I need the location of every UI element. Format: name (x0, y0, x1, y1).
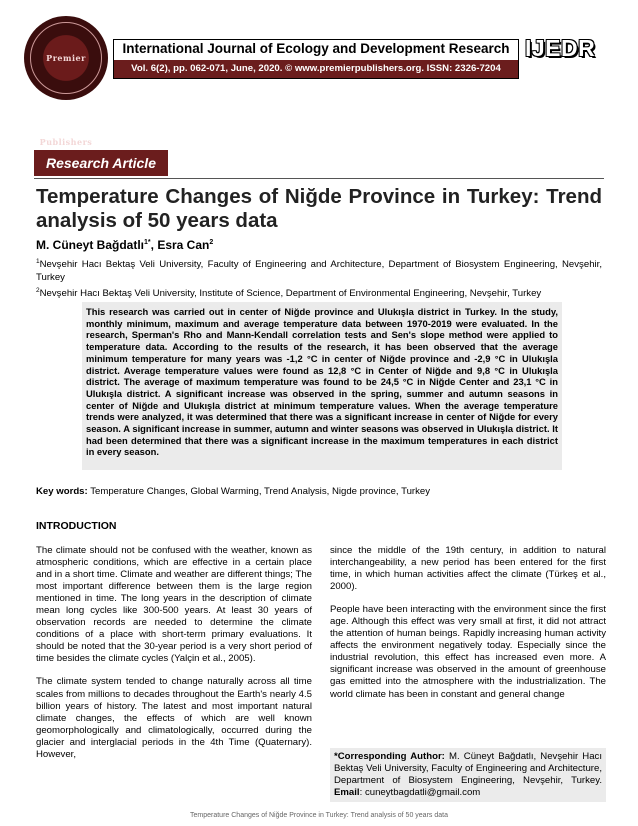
logo-text: Premier Publishers (39, 53, 93, 147)
paragraph: People have been interacting with the environment since the first age. Although this effect was very small at first, it did not attract the attention of human beings. Rapidly increasing human activity affects the environment negatively today. Especially since the industrial revolution, this effect has increased even more. A significant increase was observed in the amount of greenhouse gas emitted into the atmosphere with the industrialization. The world climate has been in constant and general change (330, 604, 606, 700)
journal-name: International Journal of Ecology and Development Research (122, 41, 510, 56)
section-heading: INTRODUCTION (36, 520, 117, 532)
author-name: M. Cüneyt Bağdatlı (36, 238, 145, 252)
author-sup: 2 (209, 239, 214, 246)
publisher-logo (24, 16, 108, 147)
authors (36, 238, 213, 252)
paragraph: The climate system tended to change naturally across all time scales from millions to decades throughout the Earth's nearly 4.5 billion years of history. The latest and most important natural climate changes, the effects of which are well known geomorphologically and climatologically, occurred during the glacier and interglacial periods in the 4th Time (Quaternary). However, (36, 676, 312, 760)
page-footer: Temperature Changes of Niğde Province in Turkey: Trend analysis of 50 years data (190, 812, 448, 819)
corresponding-label: *Corresponding Author: (334, 751, 445, 762)
journal-volume-line: Vol. 6(2), pp. 062-071, June, 2020. © www.premierpublishers.org. ISSN: 2326-7204 (131, 63, 501, 74)
divider (34, 178, 604, 179)
corresponding-author-box (330, 748, 606, 802)
email-label: Email (334, 787, 360, 798)
keywords (36, 486, 606, 497)
keywords-text: Temperature Changes, Global Warming, Trend Analysis, Nigde province, Turkey (87, 486, 431, 497)
email: : cuneytbagdatli@gmail.com (359, 787, 481, 798)
article-type: Research Article (46, 155, 156, 171)
paragraph: The climate should not be confused with the weather, known as atmospheric conditions, which are effective in a certain place and in a short time. Climate and weather are different things; The most important difference between them is the large region mentioned in time. The long years in the description of climate mean long cycles like 300-500 years. At least 30 years of observation records are needed to determine the climate conditions of a place with short-term primary evaluations. It should be noted that the 30-year period is a very short period of time besides the climate cycles (Yalçin et al., 2005). (36, 545, 312, 665)
author-sup: 1* (144, 239, 151, 246)
paper-title: Temperature Changes of Niğde Province in Turkey: Trend analysis of 50 years data (36, 185, 602, 232)
column-right (330, 545, 606, 712)
affiliations (36, 255, 602, 300)
affiliation-2: $^2$Nevşehir Hacı Bektaş Veli University, Institute of Science, Department of Environmental Engineering, Nevşehir, Turkey (36, 287, 542, 300)
paragraph: since the middle of the 19th century, in addition to natural interchangeability, a new period has been entered for the first time, in which human activities affect the climate (Türkeş et al., 2000). (330, 545, 606, 593)
abstract: This research was carried out in center of Niğde province and Ulukışla district in Turkey. In the study, monthly minimum, maximum and average temperature data between 1970-2019 were evaluated. In the research, Sperman's Rho and Mann-Kendall correlation tests and Sen's slope method were applied to temperature data. According to the results of the research, it has been observed that the average minimum temperature for many years was -1,2 °C in center of Niğde province and -2,9 °C in Ulukışla district. Average temperature values were found as 12,8 °C in Center of Niğde and 9,8 °C in Ulukışla district. The average of maximum temperature was found to be 24,5 °C in Niğde Center and 23,1 °C in Ulukışla district. A significant increase was observed in the spring, summer and autumn seasons in center of Niğde and Ulukışla district at minimum temperature values. When the average temperature trends were analyzed, it was determined that there was a significant increase in center of Niğde for every season. A significant increase in summer, autumn and winter seasons was observed in Ulukışla district. It had been determined that there was a significant increase in the maximum temperatures in each district in every season. (82, 302, 562, 470)
keywords-label: Key words: (36, 486, 88, 497)
author-sep: , (150, 238, 158, 252)
author-name: Esra Can (157, 238, 210, 252)
corresponding-text: M. Cüneyt Bağdatlı, Nevşehir Hacı Bektaş Veli University, Faculty of Engineering and Architecture, Department of Biosystem Engineering, Nevşehir, Turkey. (334, 751, 602, 786)
affiliation-1: $^1$Nevşehir Hacı Bektaş Veli University, Faculty of Engineering and Architecture, Department of Biosystem Engineering, Nevşehir, Turkey (36, 258, 602, 284)
journal-acronym: IJEDR (525, 35, 596, 61)
column-left (36, 545, 312, 772)
